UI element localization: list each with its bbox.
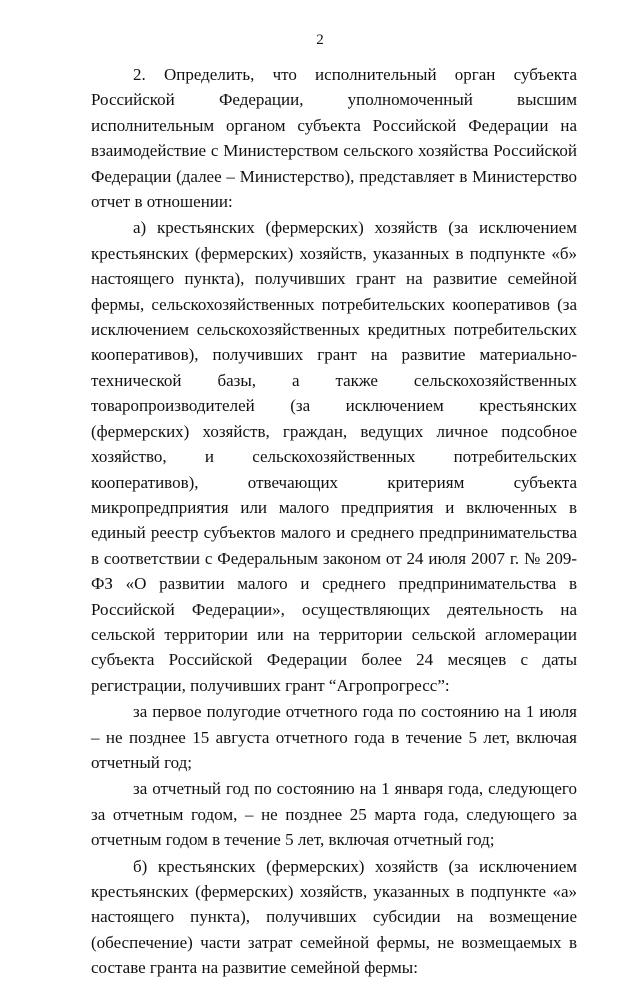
- page-number: 2: [316, 32, 324, 48]
- paragraph-item-2: 2. Определить, что исполнительный орган субъекта Российской Федерации, уполномоченный высшим исполнительным органом субъекта Российской Федерации на взаимодействие с Министерством сельского хозяйства Российской Федерации (далее – Министерство), представляет в Министерство отчет в отношении:: [91, 65, 577, 212]
- paragraph-subitem-b: б) крестьянских (фермерских) хозяйств (за исключением крестьянских (фермерских) хозяйств, указанных в подпункте «а» настоящего пункта), получивших субсидии на возмещение (обеспечение) части затрат семейной фермы, не возмещаемых в составе гранта на развитие семейной фермы:: [91, 856, 577, 978]
- paragraph-subitem-a: а) крестьянских (фермерских) хозяйств (за исключением крестьянских (фермерских) хозяйств, указанных в подпункте «б» настоящего пункта), получивших грант на развитие семейной фермы, сельскохозяйственных потребительских кооперативов (за исключением сельскохозяйственных кредитных потребительских кооперативов), получивших грант на развитие материально-технической базы, а также сельскохозяйственных товаропроизводителей (за исключением крестьянских (фермерских) хозяйств, граждан, ведущих личное подсобное хозяйство, и сельскохозяйственных потребительских кооперативов), отвечающих критериям субъекта микропредприятия или малого предприятия и включенных в единый реестр субъектов малого и среднего предпринимательства в соответствии с Федеральным законом от 24 июля 2007 г. № 209-ФЗ «О развитии малого и среднего предпринимательства в Российской Федерации», осуществляющих деятельность на сельской территории или на территории сельской агломерации субъекта Российской Федерации более 24 месяцев с даты регистрации, получивших грант “Агропрогресс”:: [91, 218, 577, 695]
- paragraph-reporting-year: за отчетный год по состоянию на 1 января года, следующего за отчетным годом, – не позднее 25 марта года, следующего за отчетным годом в течение 5 лет, включая отчетный год;: [91, 779, 577, 850]
- document-body: [91, 62, 577, 981]
- paragraph-first-half-year: за первое полугодие отчетного года по состоянию на 1 июля – не позднее 15 августа отчетного года в течение 5 лет, включая отчетный год;: [91, 702, 577, 772]
